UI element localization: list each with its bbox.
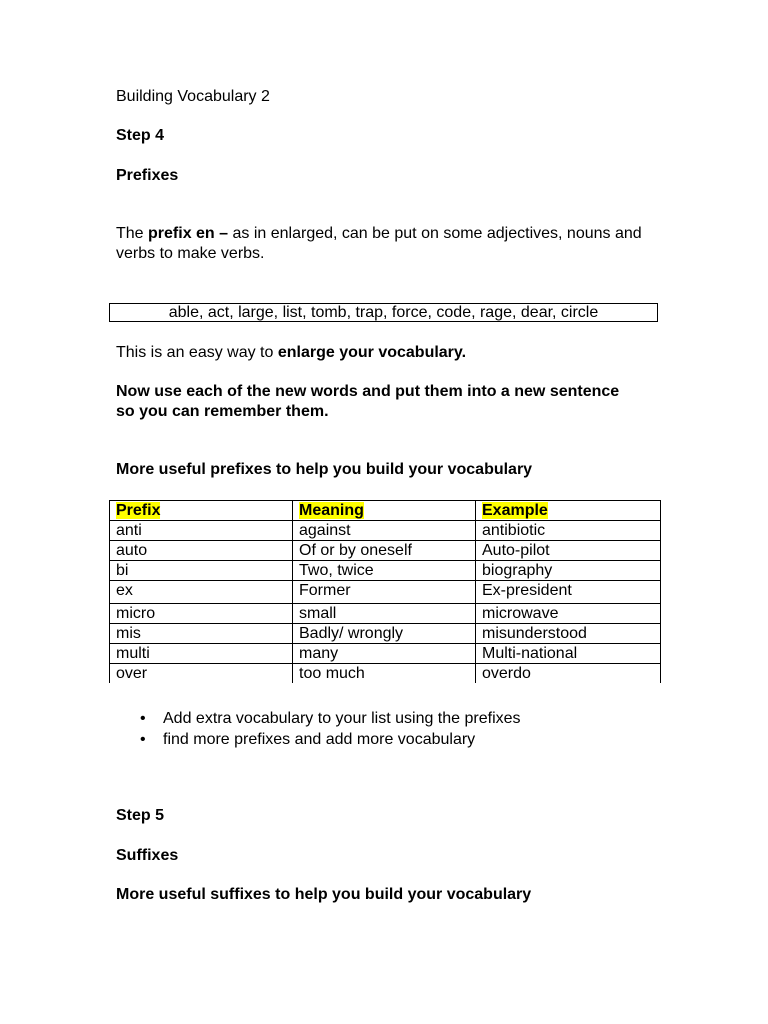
table-cell: micro <box>110 604 293 624</box>
table-cell: Former <box>293 581 476 604</box>
bullet-icon: • <box>140 710 146 727</box>
more-prefixes-heading: More useful prefixes to help you build your vocabulary <box>116 461 533 478</box>
step-5-heading: Step 5 <box>116 807 165 824</box>
suffixes-heading: Suffixes <box>116 847 179 864</box>
intro-text-3: as in enlarged, can be put on some adjectives, nouns and verbs to make verbs. <box>116 225 642 262</box>
table-cell: auto <box>110 541 293 561</box>
prefixes-heading: Prefixes <box>116 167 179 184</box>
table-cell: Auto-pilot <box>476 541 661 561</box>
header-example: Example <box>482 502 548 519</box>
table-cell: Badly/ wrongly <box>293 624 476 644</box>
header-cell <box>110 501 293 521</box>
table-cell: multi <box>110 644 293 664</box>
list-item <box>116 708 521 729</box>
table-row <box>110 624 661 644</box>
table-cell: biography <box>476 561 661 581</box>
bullet-list <box>116 708 521 750</box>
document-title: Building Vocabulary 2 <box>116 88 270 105</box>
table-cell: mis <box>110 624 293 644</box>
table-cell: many <box>293 644 476 664</box>
table-row <box>110 581 661 604</box>
prefix-table <box>109 500 661 683</box>
prefix-en-paragraph <box>116 224 676 264</box>
table-cell: antibiotic <box>476 521 661 541</box>
table-cell: Ex-president <box>476 581 661 604</box>
more-suffixes-heading: More useful suffixes to help you build your vocabulary <box>116 886 532 903</box>
table-cell: against <box>293 521 476 541</box>
easy-way-paragraph <box>116 343 466 363</box>
table-row <box>110 541 661 561</box>
table-row <box>110 561 661 581</box>
instruction-paragraph: Now use each of the new words and put them into a new sentence so you can remember them. <box>116 383 620 420</box>
header-meaning: Meaning <box>299 502 364 519</box>
step-4-heading: Step 4 <box>116 127 165 144</box>
header-prefix: Prefix <box>116 502 161 519</box>
table-cell: Multi-national <box>476 644 661 664</box>
table-row <box>110 521 661 541</box>
table-header-row <box>110 501 661 521</box>
table-cell: Of or by oneself <box>293 541 476 561</box>
table-cell: overdo <box>476 664 661 684</box>
table-cell: ex <box>110 581 293 604</box>
intro-text-1: The <box>116 225 149 242</box>
table-cell: small <box>293 604 476 624</box>
bullet-text: Add extra vocabulary to your list using the prefixes <box>163 710 521 727</box>
table-cell: misunderstood <box>476 624 661 644</box>
table-row <box>110 664 661 684</box>
intro-text-2: prefix en – <box>148 225 229 242</box>
table-cell: bi <box>110 561 293 581</box>
easy-way-text-2: enlarge your vocabulary. <box>277 344 467 361</box>
header-cell <box>476 501 661 521</box>
word-list-box: able, act, large, list, tomb, trap, force, code, rage, dear, circle <box>109 303 658 322</box>
table-cell: over <box>110 664 293 684</box>
bullet-text: find more prefixes and add more vocabulary <box>163 731 476 748</box>
table-row <box>110 604 661 624</box>
table-cell: microwave <box>476 604 661 624</box>
header-cell <box>293 501 476 521</box>
table-cell: Two, twice <box>293 561 476 581</box>
list-item <box>116 729 521 750</box>
bullet-icon: • <box>140 731 146 748</box>
easy-way-text-1: This is an easy way to <box>116 344 278 361</box>
table-row <box>110 644 661 664</box>
table-cell: too much <box>293 664 476 684</box>
table-cell: anti <box>110 521 293 541</box>
